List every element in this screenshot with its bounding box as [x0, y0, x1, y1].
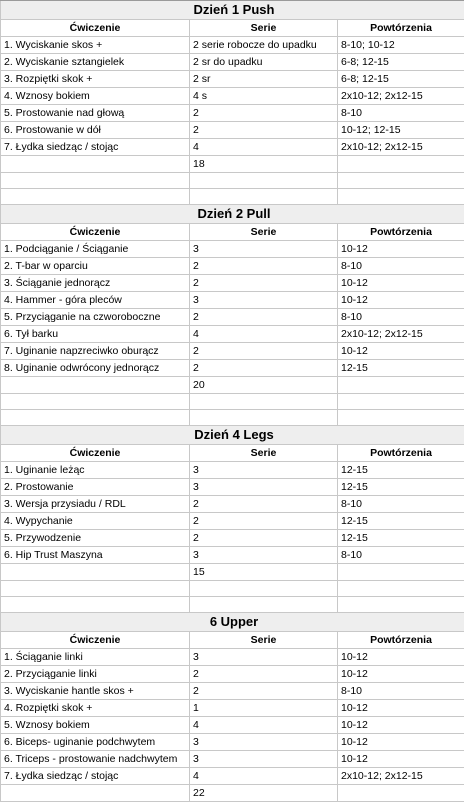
- reps-cell[interactable]: 10-12: [338, 275, 464, 292]
- exercise-cell[interactable]: 2. Przyciąganie linki: [1, 666, 190, 683]
- exercise-cell[interactable]: 1. Uginanie leżąc: [1, 462, 190, 479]
- table-row: [1, 649, 464, 666]
- reps-cell[interactable]: 2x10-12; 2x12-15: [338, 768, 464, 785]
- empty-cell[interactable]: [1, 597, 190, 613]
- section-title-row: [1, 1, 464, 20]
- exercise-cell[interactable]: 6. Triceps - prostowanie nadchwytem: [1, 751, 190, 768]
- reps-cell[interactable]: 10-12: [338, 734, 464, 751]
- sets-cell[interactable]: 3: [190, 462, 338, 479]
- exercise-cell[interactable]: 4. Hammer - góra pleców: [1, 292, 190, 309]
- table-row: [1, 530, 464, 547]
- total-row: [1, 377, 464, 394]
- table-row: [1, 513, 464, 530]
- sets-cell[interactable]: 2: [190, 496, 338, 513]
- table-row: [1, 71, 464, 88]
- exercise-cell[interactable]: 4. Rozpiętki skok +: [1, 700, 190, 717]
- exercise-cell[interactable]: 6. Hip Trust Maszyna: [1, 547, 190, 564]
- sets-cell[interactable]: 3: [190, 479, 338, 496]
- sets-cell[interactable]: 2: [190, 666, 338, 683]
- empty-row: [1, 394, 464, 410]
- table-row: [1, 54, 464, 71]
- exercise-cell[interactable]: 5. Wznosy bokiem: [1, 717, 190, 734]
- header-reps[interactable]: Powtórzenia: [338, 632, 464, 649]
- sets-cell[interactable]: 2: [190, 683, 338, 700]
- sets-total-cell[interactable]: 20: [190, 377, 338, 394]
- table-row: [1, 496, 464, 513]
- column-header-row: [1, 445, 464, 462]
- reps-cell[interactable]: 10-12: [338, 292, 464, 309]
- empty-cell[interactable]: [1, 377, 190, 394]
- reps-cell[interactable]: 10-12: [338, 666, 464, 683]
- exercise-cell[interactable]: 2. Prostowanie: [1, 479, 190, 496]
- header-exercise[interactable]: Ćwiczenie: [1, 632, 190, 649]
- sets-cell[interactable]: 4: [190, 717, 338, 734]
- exercise-cell[interactable]: 1. Ściąganie linki: [1, 649, 190, 666]
- header-reps[interactable]: Powtórzenia: [338, 20, 464, 37]
- header-reps[interactable]: Powtórzenia: [338, 224, 464, 241]
- sets-cell[interactable]: 3: [190, 547, 338, 564]
- exercise-cell[interactable]: 8. Uginanie odwrócony jednorącz: [1, 360, 190, 377]
- section-title-row: [1, 426, 464, 445]
- section-title[interactable]: Dzień 4 Legs: [1, 426, 464, 445]
- reps-cell[interactable]: 8-10: [338, 258, 464, 275]
- table-row: [1, 547, 464, 564]
- reps-cell[interactable]: 6-8; 12-15: [338, 54, 464, 71]
- sets-cell[interactable]: 3: [190, 649, 338, 666]
- empty-cell[interactable]: [338, 377, 464, 394]
- table-row: [1, 309, 464, 326]
- empty-cell[interactable]: [190, 410, 338, 426]
- exercise-cell[interactable]: 1. Podciąganie / Ściąganie: [1, 241, 190, 258]
- section-title[interactable]: 6 Upper: [1, 613, 464, 632]
- exercise-cell[interactable]: 3. Wyciskanie hantle skos +: [1, 683, 190, 700]
- sets-cell[interactable]: 2: [190, 122, 338, 139]
- reps-cell[interactable]: 12-15: [338, 530, 464, 547]
- reps-cell[interactable]: 2x10-12; 2x12-15: [338, 326, 464, 343]
- exercise-cell[interactable]: 6. Tył barku: [1, 326, 190, 343]
- exercise-cell[interactable]: 7. Łydka siedząc / stojąc: [1, 768, 190, 785]
- empty-row: [1, 410, 464, 426]
- table-row: [1, 105, 464, 122]
- empty-cell[interactable]: [338, 410, 464, 426]
- table-row: [1, 122, 464, 139]
- table-row: [1, 258, 464, 275]
- total-row: [1, 564, 464, 581]
- exercise-cell[interactable]: 5. Prostowanie nad głową: [1, 105, 190, 122]
- reps-cell[interactable]: 8-10: [338, 105, 464, 122]
- header-sets[interactable]: Serie: [190, 224, 338, 241]
- reps-cell[interactable]: 10-12: [338, 717, 464, 734]
- table-row: [1, 666, 464, 683]
- section-title[interactable]: Dzień 2 Pull: [1, 205, 464, 224]
- empty-cell[interactable]: [338, 156, 464, 173]
- empty-row: [1, 597, 464, 613]
- sets-total-cell[interactable]: 18: [190, 156, 338, 173]
- section-title[interactable]: Dzień 1 Push: [1, 1, 464, 20]
- reps-cell[interactable]: 10-12: [338, 700, 464, 717]
- reps-cell[interactable]: 8-10; 10-12: [338, 37, 464, 54]
- sets-cell[interactable]: 2: [190, 309, 338, 326]
- table-row: [1, 768, 464, 785]
- exercise-cell[interactable]: 3. Ściąganie jednorącz: [1, 275, 190, 292]
- reps-cell[interactable]: 8-10: [338, 496, 464, 513]
- empty-cell[interactable]: [338, 785, 464, 802]
- header-exercise[interactable]: Ćwiczenie: [1, 445, 190, 462]
- table-row: [1, 734, 464, 751]
- exercise-cell[interactable]: 3. Rozpiętki skok +: [1, 71, 190, 88]
- table-row: [1, 479, 464, 496]
- column-header-row: [1, 20, 464, 37]
- sets-cell[interactable]: 1: [190, 700, 338, 717]
- exercise-cell[interactable]: 4. Wypychanie: [1, 513, 190, 530]
- empty-cell[interactable]: [1, 156, 190, 173]
- column-header-row: [1, 632, 464, 649]
- sets-cell[interactable]: 2 sr: [190, 71, 338, 88]
- table-row: [1, 88, 464, 105]
- table-row: [1, 139, 464, 156]
- reps-cell[interactable]: 8-10: [338, 547, 464, 564]
- reps-cell[interactable]: 8-10: [338, 309, 464, 326]
- empty-cell[interactable]: [190, 173, 338, 189]
- sets-cell[interactable]: 3: [190, 292, 338, 309]
- sets-cell[interactable]: 4 s: [190, 88, 338, 105]
- empty-cell[interactable]: [338, 597, 464, 613]
- header-exercise[interactable]: Ćwiczenie: [1, 20, 190, 37]
- table-row: [1, 292, 464, 309]
- reps-cell[interactable]: 12-15: [338, 513, 464, 530]
- reps-cell[interactable]: 10-12; 12-15: [338, 122, 464, 139]
- sets-cell[interactable]: 2: [190, 513, 338, 530]
- reps-cell[interactable]: 10-12: [338, 343, 464, 360]
- reps-cell[interactable]: 12-15: [338, 479, 464, 496]
- sets-total-cell[interactable]: 15: [190, 564, 338, 581]
- exercise-cell[interactable]: 6. Prostowanie w dół: [1, 122, 190, 139]
- exercise-cell[interactable]: 6. Biceps- uginanie podchwytem: [1, 734, 190, 751]
- empty-cell[interactable]: [338, 173, 464, 189]
- reps-cell[interactable]: 2x10-12; 2x12-15: [338, 139, 464, 156]
- table-row: [1, 326, 464, 343]
- empty-cell[interactable]: [190, 189, 338, 205]
- reps-cell[interactable]: 6-8; 12-15: [338, 71, 464, 88]
- sets-cell[interactable]: 2: [190, 258, 338, 275]
- sets-cell[interactable]: 2: [190, 105, 338, 122]
- empty-cell[interactable]: [338, 189, 464, 205]
- sets-cell[interactable]: 2: [190, 360, 338, 377]
- empty-cell[interactable]: [1, 173, 190, 189]
- reps-cell[interactable]: 12-15: [338, 462, 464, 479]
- section-title-row: [1, 613, 464, 632]
- exercise-cell[interactable]: 4. Wznosy bokiem: [1, 88, 190, 105]
- sets-cell[interactable]: 4: [190, 326, 338, 343]
- exercise-cell[interactable]: 5. Przyciąganie na czworoboczne: [1, 309, 190, 326]
- empty-cell[interactable]: [190, 581, 338, 597]
- header-sets[interactable]: Serie: [190, 445, 338, 462]
- exercise-cell[interactable]: 1. Wyciskanie skos +: [1, 37, 190, 54]
- empty-cell[interactable]: [190, 394, 338, 410]
- reps-cell[interactable]: 12-15: [338, 360, 464, 377]
- table-row: [1, 343, 464, 360]
- total-row: [1, 156, 464, 173]
- exercise-cell[interactable]: 3. Wersja przysiadu / RDL: [1, 496, 190, 513]
- table-row: [1, 241, 464, 258]
- empty-cell[interactable]: [190, 597, 338, 613]
- table-row: [1, 37, 464, 54]
- empty-cell[interactable]: [1, 785, 190, 802]
- empty-cell[interactable]: [338, 581, 464, 597]
- table-row: [1, 360, 464, 377]
- sets-cell[interactable]: 3: [190, 751, 338, 768]
- exercise-cell[interactable]: 2. T-bar w oparciu: [1, 258, 190, 275]
- reps-cell[interactable]: 10-12: [338, 649, 464, 666]
- sets-cell[interactable]: 2: [190, 343, 338, 360]
- total-row: [1, 785, 464, 802]
- sets-cell[interactable]: 3: [190, 241, 338, 258]
- header-sets[interactable]: Serie: [190, 632, 338, 649]
- reps-cell[interactable]: 8-10: [338, 683, 464, 700]
- empty-cell[interactable]: [1, 394, 190, 410]
- sets-cell[interactable]: 4: [190, 768, 338, 785]
- exercise-cell[interactable]: 7. Uginanie napzreciwko oburącz: [1, 343, 190, 360]
- empty-cell[interactable]: [1, 410, 190, 426]
- empty-row: [1, 189, 464, 205]
- table-row: [1, 751, 464, 768]
- sets-cell[interactable]: 3: [190, 734, 338, 751]
- exercise-cell[interactable]: 7. Łydka siedząc / stojąc: [1, 139, 190, 156]
- sets-cell[interactable]: 2: [190, 275, 338, 292]
- sets-total-cell[interactable]: 22: [190, 785, 338, 802]
- empty-cell[interactable]: [338, 564, 464, 581]
- empty-cell[interactable]: [1, 564, 190, 581]
- sets-cell[interactable]: 2 sr do upadku: [190, 54, 338, 71]
- header-reps[interactable]: Powtórzenia: [338, 445, 464, 462]
- exercise-cell[interactable]: 2. Wyciskanie sztangielek: [1, 54, 190, 71]
- table-row: [1, 717, 464, 734]
- reps-cell[interactable]: 2x10-12; 2x12-15: [338, 88, 464, 105]
- workout-table-body: [1, 1, 464, 802]
- column-header-row: [1, 224, 464, 241]
- header-exercise[interactable]: Ćwiczenie: [1, 224, 190, 241]
- exercise-cell[interactable]: 5. Przywodzenie: [1, 530, 190, 547]
- table-row: [1, 683, 464, 700]
- reps-cell[interactable]: 10-12: [338, 751, 464, 768]
- empty-cell[interactable]: [1, 189, 190, 205]
- reps-cell[interactable]: 10-12: [338, 241, 464, 258]
- sets-cell[interactable]: 4: [190, 139, 338, 156]
- sets-cell[interactable]: 2: [190, 530, 338, 547]
- empty-row: [1, 581, 464, 597]
- header-sets[interactable]: Serie: [190, 20, 338, 37]
- sets-cell[interactable]: 2 serie robocze do upadku: [190, 37, 338, 54]
- empty-cell[interactable]: [1, 581, 190, 597]
- section-title-row: [1, 205, 464, 224]
- empty-row: [1, 173, 464, 189]
- table-row: [1, 700, 464, 717]
- empty-cell[interactable]: [338, 394, 464, 410]
- table-row: [1, 275, 464, 292]
- table-row: [1, 462, 464, 479]
